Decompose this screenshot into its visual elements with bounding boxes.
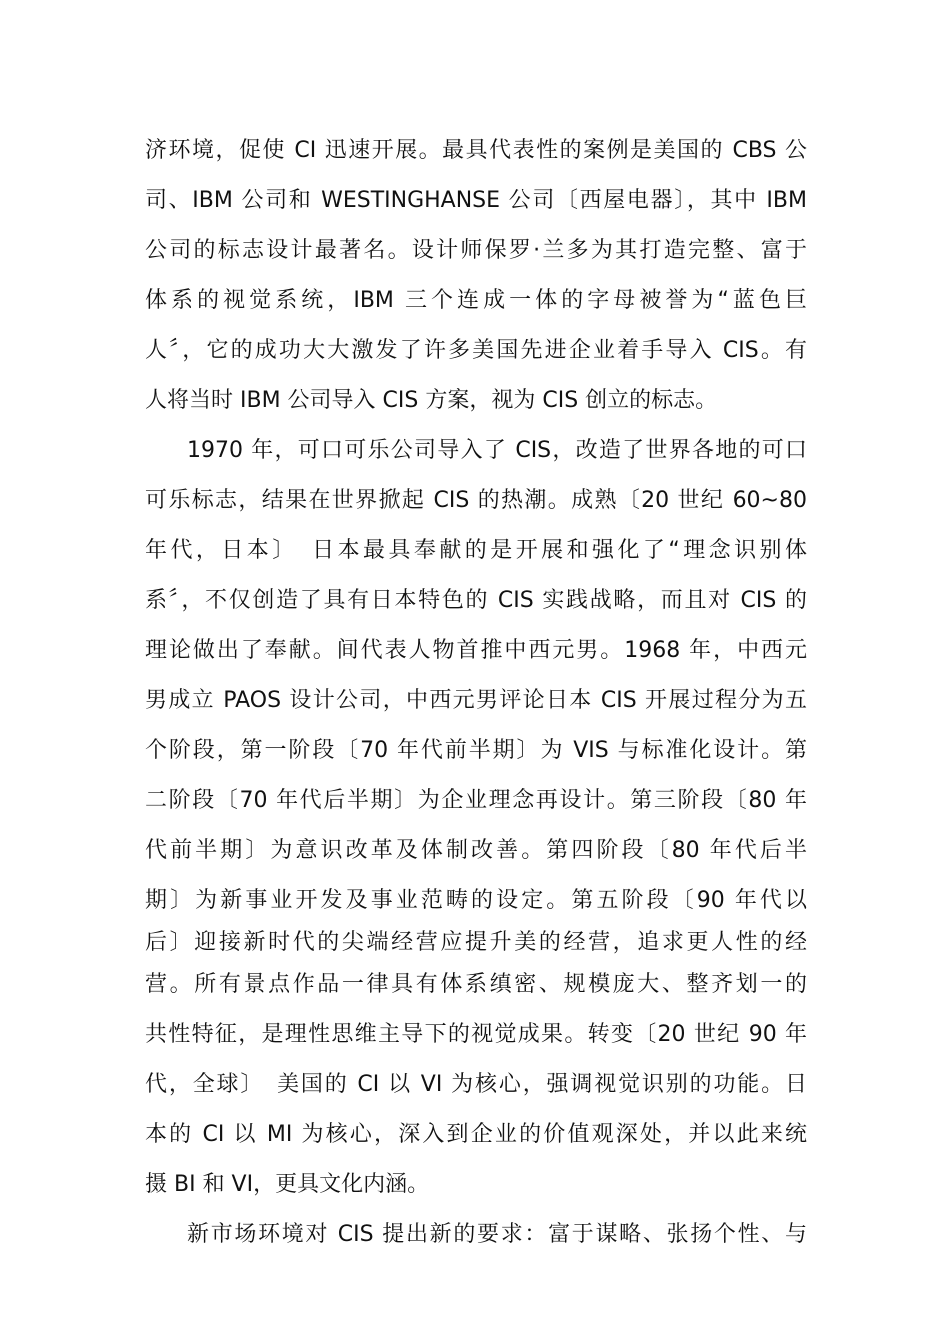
- text-line-19: 共性特征，是理性思维主导下的视觉成果。转变〔20 世纪 90 年: [145, 1022, 807, 1047]
- text-line-3: 公司的标志设计最著名。设计师保罗·兰多为其打造完整、富于: [145, 238, 807, 263]
- text-line-5: 人〞，它的成功大大激发了许多美国先进企业着手导入 CIS。有: [145, 338, 807, 363]
- text-line-20: 代，全球〕 美国的 CI 以 VI 为核心，强调视觉识别的功能。日: [145, 1072, 807, 1097]
- text-line-9: 年代，日本〕 日本最具奉献的是开展和强化了“理念识别体: [145, 538, 807, 563]
- text-line-2: 司、IBM 公司和 WESTINGHANSE 公司〔西屋电器〕，其中 IBM: [145, 188, 807, 213]
- text-line-16: 期〕为新事业开发及事业范畴的设定。第五阶段〔90 年代以: [145, 888, 807, 913]
- text-line-6: 人将当时 IBM 公司导入 CIS 方案，视为 CIS 创立的标志。: [145, 388, 718, 413]
- text-line-4: 体系的视觉系统，IBM 三个连成一体的字母被誉为“蓝色巨: [145, 288, 807, 313]
- text-line-10: 系〞，不仅创造了具有日本特色的 CIS 实践战略，而且对 CIS 的: [145, 588, 807, 613]
- text-line-13: 个阶段，第一阶段〔70 年代前半期〕为 VIS 与标准化设计。第: [145, 738, 807, 763]
- text-line-23: 新市场环境对 CIS 提出新的要求：富于谋略、张扬个性、与: [187, 1222, 807, 1247]
- text-line-14: 二阶段〔70 年代后半期〕为企业理念再设计。第三阶段〔80 年: [145, 788, 807, 813]
- text-line-18: 营。所有景点作品一律具有体系缜密、规模庞大、整齐划一的: [145, 972, 807, 997]
- text-line-12: 男成立 PAOS 设计公司，中西元男评论日本 CIS 开展过程分为五: [145, 688, 807, 713]
- text-line-7: 1970 年，可口可乐公司导入了 CIS，改造了世界各地的可口: [187, 438, 807, 463]
- text-line-21: 本的 CI 以 MI 为核心，深入到企业的价值观深处，并以此来统: [145, 1122, 807, 1147]
- text-line-22: 摄 BI 和 VI，更具文化内涵。: [145, 1172, 430, 1197]
- body-text: [145, 126, 807, 1260]
- text-line-17: 后〕迎接新时代的尖端经营应提升美的经营，追求更人性的经: [145, 930, 807, 955]
- text-line-1: 济环境，促使 CI 迅速开展。最具代表性的案例是美国的 CBS 公: [145, 138, 807, 163]
- text-line-8: 可乐标志，结果在世界掀起 CIS 的热潮。成熟〔20 世纪 60~80: [145, 488, 807, 513]
- text-line-15: 代前半期〕为意识改革及体制改善。第四阶段〔80 年代后半: [145, 838, 807, 863]
- text-line-11: 理论做出了奉献。间代表人物首推中西元男。1968 年，中西元: [145, 638, 807, 663]
